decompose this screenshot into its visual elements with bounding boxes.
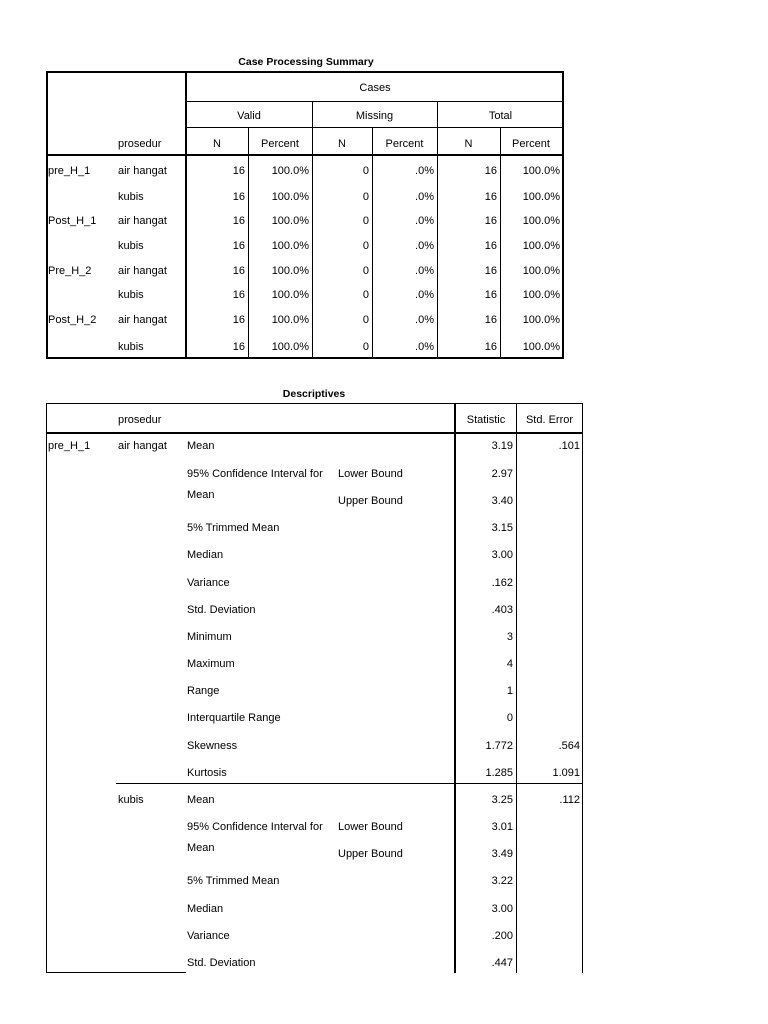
missing-n: 0 (362, 165, 369, 177)
desc-header-bottom (46, 432, 583, 434)
valid-percent: 100.0% (271, 240, 309, 252)
valid-percent: 100.0% (271, 165, 309, 177)
stat-label-minimum: Minimum (187, 631, 232, 643)
desc-group: kubis (118, 794, 144, 806)
stat-value-std-deviation: .403 (491, 604, 513, 616)
total-percent: 100.0% (522, 314, 560, 326)
row-group: air hangat (118, 265, 167, 277)
valid-n: 16 (232, 240, 245, 252)
stat-label-median: Median (187, 549, 224, 561)
total-n: 16 (484, 191, 497, 203)
stat-label-lower-bound: Lower Bound (338, 821, 403, 833)
header-missing: Missing (355, 110, 394, 122)
row-group: kubis (118, 289, 144, 301)
stderr-value-kurtosis: 1.091 (552, 767, 580, 779)
row-group: kubis (118, 191, 144, 203)
stat-label-mean: Mean (187, 794, 215, 806)
desc-bottom-partial (46, 972, 186, 973)
missing-n: 0 (362, 191, 369, 203)
row-variable: Pre_H_2 (48, 265, 92, 277)
stat-label-lower-bound: Lower Bound (338, 468, 403, 480)
stat-value-upper-bound: 3.49 (491, 848, 513, 860)
stat-label-std-deviation: Std. Deviation (187, 604, 256, 616)
stat-value-median: 3.00 (491, 903, 513, 915)
valid-n: 16 (232, 314, 245, 326)
stderr-value-mean: .101 (558, 440, 580, 452)
total-percent: 100.0% (522, 341, 560, 353)
header-total: Total (488, 110, 513, 122)
stat-value-range: 1 (506, 685, 513, 697)
total-percent: 100.0% (522, 191, 560, 203)
stat-label-variance: Variance (187, 577, 230, 589)
stat-value-variance: .162 (491, 577, 513, 589)
desc-border-left (46, 403, 47, 973)
stat-label-maximum: Maximum (187, 658, 235, 670)
stat-value-skewness: 1.772 (485, 740, 513, 752)
total-n: 16 (484, 289, 497, 301)
header-line-1 (186, 101, 564, 102)
total-n: 16 (484, 265, 497, 277)
row-variable: pre_H_1 (48, 165, 91, 177)
total-n: 16 (484, 341, 497, 353)
valid-n: 16 (232, 191, 245, 203)
row-group: kubis (118, 240, 144, 252)
header-valid-n: N (213, 138, 221, 150)
missing-n: 0 (362, 341, 369, 353)
stat-value-lower-bound: 2.97 (491, 468, 513, 480)
total-percent: 100.0% (522, 240, 560, 252)
valid-n: 16 (232, 215, 245, 227)
total-percent: 100.0% (522, 165, 560, 177)
row-group: air hangat (118, 314, 167, 326)
stat-value-kurtosis: 1.285 (485, 767, 513, 779)
valid-n: 16 (232, 265, 245, 277)
total-percent: 100.0% (522, 265, 560, 277)
stat-value-mean: 3.19 (491, 440, 513, 452)
missing-n: 0 (362, 215, 369, 227)
missing-percent: .0% (415, 215, 434, 227)
stat-value-trimmed-mean: 3.22 (491, 875, 513, 887)
stat-label-trimmed-mean: 5% Trimmed Mean (187, 875, 280, 887)
stat-value-trimmed-mean: 3.15 (491, 522, 513, 534)
row-variable: Post_H_2 (48, 314, 97, 326)
stat-label-iqr: Interquartile Range (187, 712, 281, 724)
stat-label-upper-bound: Upper Bound (338, 848, 403, 860)
stat-value-upper-bound: 3.40 (491, 495, 513, 507)
header-prosedur: prosedur (118, 138, 162, 150)
missing-percent: .0% (415, 265, 434, 277)
header-total-n: N (464, 138, 473, 150)
stat-label-range: Range (187, 685, 220, 697)
table-border-bottom (46, 357, 564, 359)
descriptives-title: Descriptives (282, 388, 346, 400)
desc-group-separator (116, 783, 583, 784)
valid-n: 16 (232, 165, 245, 177)
stat-label-ci-mean: Mean (187, 842, 215, 854)
header-line-3 (46, 154, 564, 156)
row-group: air hangat (118, 165, 167, 177)
body-col-divider-1 (248, 155, 249, 358)
stat-label-std-deviation: Std. Deviation (187, 957, 256, 969)
missing-percent: .0% (415, 341, 434, 353)
header-valid: Valid (237, 110, 261, 122)
total-n: 16 (484, 314, 497, 326)
valid-percent: 100.0% (271, 314, 309, 326)
missing-n: 0 (362, 314, 369, 326)
header-cases: Cases (359, 82, 391, 94)
desc-stat-divider-mid (516, 403, 517, 973)
stat-value-lower-bound: 3.01 (491, 821, 513, 833)
body-col-divider-3 (372, 155, 373, 358)
valid-percent: 100.0% (271, 265, 309, 277)
valid-percent: 100.0% (271, 341, 309, 353)
stat-label-variance: Variance (187, 930, 230, 942)
stat-label-median: Median (187, 903, 224, 915)
table-border-top (46, 71, 564, 73)
stat-value-variance: .200 (491, 930, 513, 942)
stat-value-maximum: 4 (506, 658, 513, 670)
total-percent: 100.0% (522, 215, 560, 227)
body-col-divider-5 (500, 155, 501, 358)
desc-header-statistic: Statistic (466, 414, 506, 426)
stderr-value-skewness: .564 (558, 740, 580, 752)
row-variable: Post_H_1 (48, 215, 97, 227)
stat-value-mean: 3.25 (491, 794, 513, 806)
total-percent: 100.0% (522, 289, 560, 301)
row-group: air hangat (118, 215, 167, 227)
body-col-divider-4 (437, 155, 438, 358)
header-missing-n: N (338, 138, 346, 150)
stderr-value-mean: .112 (559, 794, 580, 806)
header-missing-percent: Percent (385, 138, 424, 150)
stat-label-kurtosis: Kurtosis (187, 767, 227, 779)
missing-n: 0 (362, 240, 369, 252)
header-total-percent: Percent (512, 138, 550, 150)
stat-value-median: 3.00 (491, 549, 513, 561)
stat-label-ci: 95% Confidence Interval for (187, 468, 323, 480)
desc-border-top (46, 403, 583, 404)
total-n: 16 (484, 165, 497, 177)
stat-value-std-deviation: .447 (491, 957, 513, 969)
valid-percent: 100.0% (271, 215, 309, 227)
desc-header-prosedur: prosedur (118, 414, 162, 426)
stat-value-iqr: 0 (506, 712, 513, 724)
stat-value-minimum: 3 (506, 631, 513, 643)
valid-n: 16 (232, 289, 245, 301)
desc-border-right (582, 403, 583, 973)
stat-label-mean: Mean (187, 440, 215, 452)
total-n: 16 (484, 240, 497, 252)
header-valid-percent: Percent (261, 138, 299, 150)
desc-group: air hangat (118, 440, 167, 452)
row-group: kubis (118, 341, 144, 353)
missing-percent: .0% (415, 191, 434, 203)
missing-percent: .0% (415, 314, 434, 326)
missing-percent: .0% (415, 289, 434, 301)
valid-n: 16 (232, 341, 245, 353)
missing-n: 0 (362, 289, 369, 301)
header-line-2 (186, 127, 564, 128)
total-n: 16 (484, 215, 497, 227)
case-processing-title: Case Processing Summary (238, 56, 374, 68)
missing-percent: .0% (415, 165, 434, 177)
valid-percent: 100.0% (271, 289, 309, 301)
missing-percent: .0% (415, 240, 434, 252)
stat-label-trimmed-mean: 5% Trimmed Mean (187, 522, 280, 534)
missing-n: 0 (362, 265, 369, 277)
valid-percent: 100.0% (271, 191, 309, 203)
desc-header-std-error: Std. Error (525, 414, 574, 426)
stat-label-ci-mean: Mean (187, 489, 215, 501)
stat-label-skewness: Skewness (187, 740, 238, 752)
desc-variable: pre_H_1 (48, 440, 91, 452)
stat-label-upper-bound: Upper Bound (338, 495, 403, 507)
body-col-divider-2 (312, 155, 313, 358)
stat-label-ci: 95% Confidence Interval for (187, 821, 323, 833)
